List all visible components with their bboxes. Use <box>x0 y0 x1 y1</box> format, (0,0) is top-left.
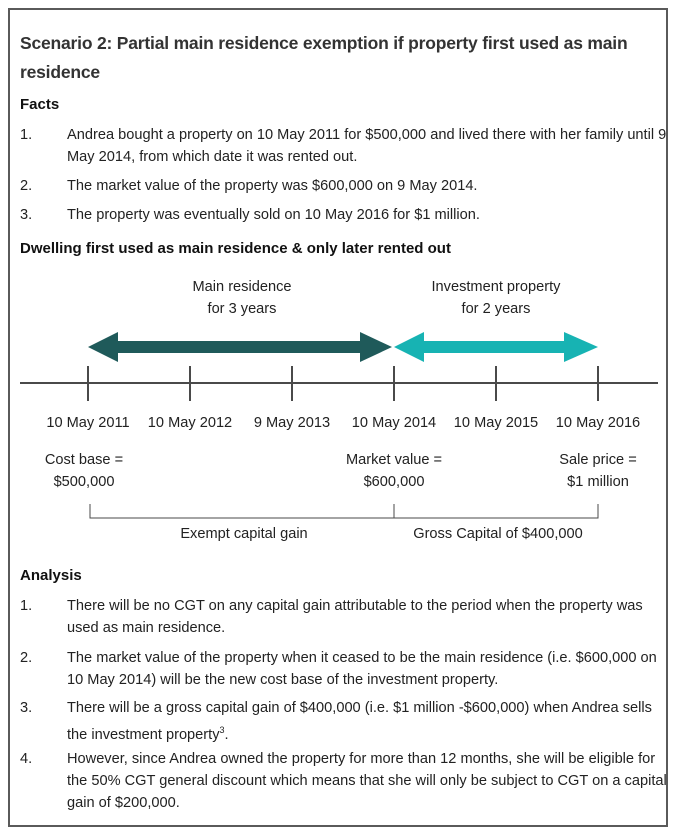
date-label: 10 May 2011 <box>46 415 130 431</box>
exempt-capital-gain-label: Exempt capital gain <box>180 526 308 542</box>
fact-text: The property was eventually sold on 10 May 2016 for $1 million. <box>67 207 480 223</box>
fact-text: The market value of the property was $600,000 on 9 May 2014. <box>67 178 478 194</box>
sale-price-label: Sale price = $1 million <box>559 452 637 490</box>
fact-number: 1. <box>20 127 33 143</box>
market-value-label: Market value = $600,000 <box>345 452 443 490</box>
fact-number: 3. <box>20 207 33 223</box>
analysis-text: The market value of the property when it ceased to be the main residence (i.e. $600,000 on 10 May 2014) will be the new cost base of the investment property. <box>67 650 657 688</box>
analysis-number: 2. <box>20 650 33 666</box>
investment-label: Investment property for 2 years <box>431 279 561 317</box>
analysis-number: 3. <box>20 700 33 716</box>
analysis-number: 4. <box>20 751 33 767</box>
analysis-number: 1. <box>20 598 33 614</box>
scenario-title: Scenario 2: Partial main residence exemption if property first used as main residence <box>20 33 628 82</box>
analysis-text: However, since Andrea owned the property for more than 12 months, she will be eligible for the 50% CGT general discount which means that she will only be subject to CGT on a capital gain of $200,000. <box>67 751 667 811</box>
main-residence-arrow <box>88 332 392 362</box>
analysis-item-2 <box>20 647 660 691</box>
analysis-item-3 <box>20 697 660 741</box>
analysis-heading: Analysis <box>20 567 82 584</box>
analysis-text: There will be a gross capital gain of $400,000 (i.e. $1 million -$600,000) when Andrea sells the investment property$^3$. <box>67 700 652 743</box>
analysis-item-4 <box>20 748 667 814</box>
investment-arrow <box>394 332 598 362</box>
main-residence-label: Main residence for 3 years <box>192 279 292 317</box>
date-label: 10 May 2014 <box>351 415 437 431</box>
cost-base-label: Cost base = $500,000 <box>44 452 124 490</box>
gross-capital-label: Gross Capital of $400,000 <box>413 526 583 542</box>
analysis-text: There will be no CGT on any capital gain attributable to the period when the property was used as main residence. <box>67 598 643 636</box>
analysis-item-1 <box>20 595 660 639</box>
date-label: 10 May 2016 <box>555 415 641 431</box>
fact-text: Andrea bought a property on 10 May 2011 for $500,000 and lived there with her family until 9 May 2014, from which date it was rented out. <box>67 127 667 165</box>
gross-bracket <box>394 504 598 518</box>
date-label: 9 May 2013 <box>253 415 331 431</box>
diagram-heading: Dwelling first used as main residence & only later rented out <box>20 240 451 257</box>
facts-heading: Facts <box>20 96 60 113</box>
exempt-bracket <box>90 504 394 518</box>
date-label: 10 May 2015 <box>453 415 539 431</box>
date-label: 10 May 2012 <box>147 415 233 431</box>
fact-number: 2. <box>20 178 33 194</box>
footnote-marker: 3 <box>219 725 225 735</box>
